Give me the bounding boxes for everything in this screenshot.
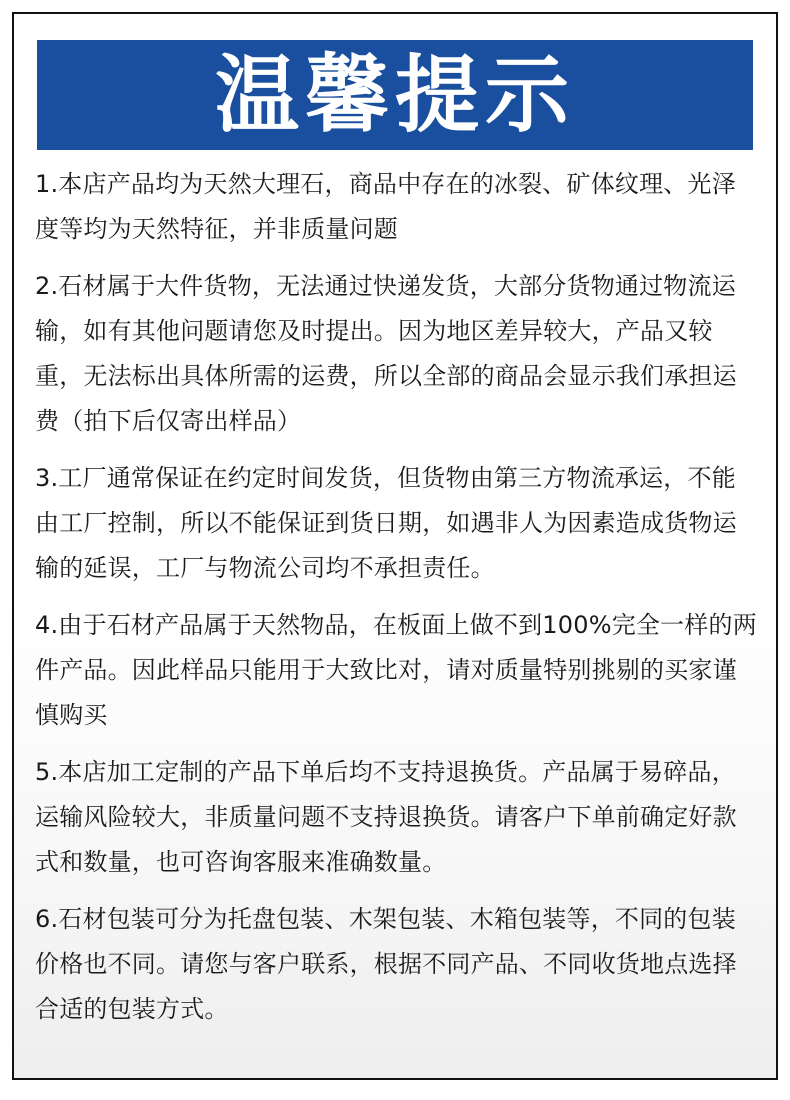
notice-item-1: 1.本店产品均为天然大理石，商品中存在的冰裂、矿体纹理、光泽度等均为天然特征，并非质量问题: [35, 170, 736, 243]
page-title: 温馨提示: [214, 46, 575, 144]
notice-item-6: 6.石材包装可分为托盘包装、木架包装、木箱包装等，不同的包装价格也不同。请您与客户联系，根据不同产品、不同收货地点选择合适的包装方式。: [35, 905, 737, 1023]
title-banner: [37, 40, 753, 150]
notice-item-5: 5.本店加工定制的产品下单后均不支持退换货。产品属于易碎品，运输风险较大，非质量问题不支持退换货。请客户下单前确定好款式和数量，也可咨询客服来准确数量。: [35, 758, 737, 876]
notice-item-3: 3.工厂通常保证在约定时间发货，但货物由第三方物流承运，不能由工厂控制，所以不能保证到货日期，如遇非人为因素造成货物运输的延误，工厂与物流公司均不承担责任。: [35, 464, 737, 582]
notice-item-2: 2.石材属于大件货物，无法通过快递发货，大部分货物通过物流运输，如有其他问题请您及时提出。因为地区差异较大，产品又较重，无法标出具体所需的运费，所以全部的商品会显示我们承担运费（拍下后仅寄出样品）: [35, 272, 737, 435]
notice-item-4: 4.由于石材产品属于天然物品，在板面上做不到100%完全一样的两件产品。因此样品只能用于大致比对，请对质量特别挑剔的买家谨慎购买: [35, 611, 757, 729]
notice-list: [35, 162, 757, 1044]
